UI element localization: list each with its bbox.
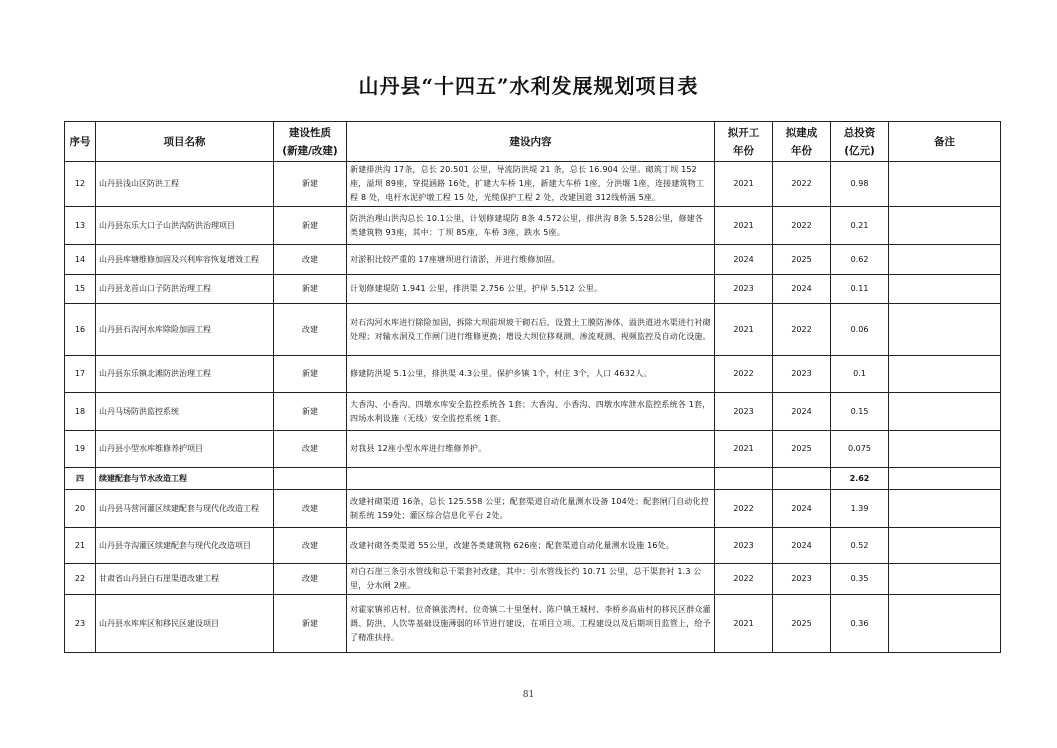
cell-seq: 17 bbox=[65, 356, 96, 393]
cell-name: 山丹县水库库区和移民区建设项目 bbox=[96, 595, 274, 653]
cell-start: 2022 bbox=[715, 356, 773, 393]
cell-content: 防洪治理山洪沟总长 10.1公里，计划修建堤防 8条 4.572公里，排洪沟 8条 5.528公里，修建各类建筑物 93座，其中：丁坝 85座，车桥 3座，跌水 5座。 bbox=[347, 207, 715, 245]
cell-nature: 改建 bbox=[274, 304, 347, 356]
header-seq: 序号 bbox=[65, 122, 96, 162]
cell-nature: 新建 bbox=[274, 356, 347, 393]
table-row bbox=[65, 162, 1001, 207]
cell-name: 山丹县石沟河水库除险加固工程 bbox=[96, 304, 274, 356]
table-row bbox=[65, 304, 1001, 356]
table-row bbox=[65, 528, 1001, 564]
cell-nature: 新建 bbox=[274, 207, 347, 245]
table-row bbox=[65, 431, 1001, 468]
header-start-line2: 年份 bbox=[733, 144, 754, 157]
cell-start: 2021 bbox=[715, 431, 773, 468]
table-row bbox=[65, 490, 1001, 528]
cell-nature: 改建 bbox=[274, 431, 347, 468]
project-table bbox=[64, 121, 1001, 653]
cell-remark bbox=[889, 356, 1001, 393]
cell-nature: 新建 bbox=[274, 275, 347, 304]
cell-content: 新建排洪沟 17条，总长 20.501 公里，导流防洪堤 21 条，总长 16.904 公里。砌筑丁坝 152座，溢坝 89座，穿提涵路 16处，扩建大车桥 1座，新建大车桥 1座，分洪堰 1座，连接建筑物工程 8 处，电杆水泥护墩工程 15 处，光缆保护工程 2 处，改建国道 312线桥涵 5座。 bbox=[347, 162, 715, 207]
section-end bbox=[773, 468, 831, 490]
header-start-line1: 拟开工 bbox=[727, 126, 760, 139]
cell-seq: 15 bbox=[65, 275, 96, 304]
cell-content: 对我县 12座小型水库进行维修养护。 bbox=[347, 431, 715, 468]
cell-name: 山丹县东乐大口子山洪沟防洪治理项目 bbox=[96, 207, 274, 245]
cell-end: 2022 bbox=[773, 162, 831, 207]
header-end-line2: 年份 bbox=[791, 144, 812, 157]
cell-seq: 21 bbox=[65, 528, 96, 564]
cell-name: 山丹县东乐镇北滩防洪治理工程 bbox=[96, 356, 274, 393]
header-remark: 备注 bbox=[889, 122, 1001, 162]
cell-remark bbox=[889, 393, 1001, 431]
cell-invest: 0.62 bbox=[831, 245, 889, 275]
cell-start: 2023 bbox=[715, 528, 773, 564]
cell-end: 2024 bbox=[773, 393, 831, 431]
section-row bbox=[65, 468, 1001, 490]
cell-content: 大香沟、小香沟、四墩水库安全监控系统各 1套；大香沟、小香沟、四墩水库泄水监控系统各 1套，四场水利设施（无线）安全监控系统 1套。 bbox=[347, 393, 715, 431]
cell-remark bbox=[889, 162, 1001, 207]
cell-remark bbox=[889, 304, 1001, 356]
cell-end: 2024 bbox=[773, 528, 831, 564]
cell-start: 2021 bbox=[715, 207, 773, 245]
header-nature-line2: (新建/改建) bbox=[282, 144, 338, 157]
cell-remark bbox=[889, 207, 1001, 245]
cell-end: 2022 bbox=[773, 207, 831, 245]
cell-content: 改建衬砌各类渠道 55公里，改建各类建筑物 626座；配套渠道自动化量测水设施 16处。 bbox=[347, 528, 715, 564]
cell-invest: 0.35 bbox=[831, 564, 889, 595]
cell-name: 山丹县浅山区防洪工程 bbox=[96, 162, 274, 207]
cell-end: 2022 bbox=[773, 304, 831, 356]
cell-seq: 14 bbox=[65, 245, 96, 275]
cell-nature: 改建 bbox=[274, 245, 347, 275]
cell-invest: 0.36 bbox=[831, 595, 889, 653]
cell-nature: 改建 bbox=[274, 564, 347, 595]
header-nature bbox=[274, 122, 347, 162]
section-name: 续建配套与节水改造工程 bbox=[96, 468, 274, 490]
cell-nature: 新建 bbox=[274, 393, 347, 431]
cell-seq: 20 bbox=[65, 490, 96, 528]
cell-start: 2021 bbox=[715, 595, 773, 653]
cell-start: 2022 bbox=[715, 490, 773, 528]
cell-seq: 19 bbox=[65, 431, 96, 468]
page-number: 81 bbox=[522, 690, 535, 700]
cell-invest: 0.21 bbox=[831, 207, 889, 245]
cell-invest: 0.11 bbox=[831, 275, 889, 304]
cell-seq: 12 bbox=[65, 162, 96, 207]
cell-invest: 1.39 bbox=[831, 490, 889, 528]
section-start bbox=[715, 468, 773, 490]
cell-end: 2024 bbox=[773, 275, 831, 304]
cell-content: 对石沟河水库进行除险加固，拆除大坝前坝坡干砌石后，设置土工膜防渗体，溢洪道进水渠进行衬砌处理；对输水洞及工作闸门进行维修更换；增设大坝位移观测、渗流观测、视频监控及自动化设施。 bbox=[347, 304, 715, 356]
cell-name: 山丹县寺沟灌区续建配套与现代化改造项目 bbox=[96, 528, 274, 564]
table-row bbox=[65, 356, 1001, 393]
header-end-line1: 拟建成 bbox=[785, 126, 818, 139]
cell-content: 对霍家镇祁店村、位奇镇张湾村、位奇镇二十里堡村、陈户镇王城村、李桥乡高庙村的移民区群众灌溉、防洪、人饮等基础设施薄弱的环节进行建设，在项目立项、工程建设以及后期项目监管上，给予了精准扶持。 bbox=[347, 595, 715, 653]
cell-end: 2023 bbox=[773, 356, 831, 393]
cell-remark bbox=[889, 528, 1001, 564]
cell-end: 2025 bbox=[773, 245, 831, 275]
cell-seq: 23 bbox=[65, 595, 96, 653]
cell-end: 2024 bbox=[773, 490, 831, 528]
header-end bbox=[773, 122, 831, 162]
cell-name: 山丹马场防洪监控系统 bbox=[96, 393, 274, 431]
cell-invest: 0.06 bbox=[831, 304, 889, 356]
cell-content: 对白石崖三条引水管线和总干渠套衬改建，其中：引水管线长约 10.71 公里，总干渠套衬 1.3 公里，分水闸 2座。 bbox=[347, 564, 715, 595]
cell-invest: 0.075 bbox=[831, 431, 889, 468]
cell-start: 2022 bbox=[715, 564, 773, 595]
cell-invest: 0.15 bbox=[831, 393, 889, 431]
cell-start: 2021 bbox=[715, 162, 773, 207]
cell-nature: 改建 bbox=[274, 528, 347, 564]
cell-start: 2023 bbox=[715, 275, 773, 304]
cell-seq: 16 bbox=[65, 304, 96, 356]
cell-start: 2024 bbox=[715, 245, 773, 275]
header-invest-line2: (亿元) bbox=[844, 144, 875, 157]
cell-invest: 0.1 bbox=[831, 356, 889, 393]
header-invest-line1: 总投资 bbox=[843, 126, 876, 139]
table-row bbox=[65, 245, 1001, 275]
cell-remark bbox=[889, 490, 1001, 528]
table-row bbox=[65, 595, 1001, 653]
cell-name: 山丹县龙首山口子防洪治理工程 bbox=[96, 275, 274, 304]
cell-invest: 0.98 bbox=[831, 162, 889, 207]
table-row bbox=[65, 275, 1001, 304]
section-seq: 四 bbox=[65, 468, 96, 490]
cell-nature: 改建 bbox=[274, 490, 347, 528]
table-row bbox=[65, 564, 1001, 595]
cell-end: 2025 bbox=[773, 431, 831, 468]
table-row bbox=[65, 207, 1001, 245]
section-invest: 2.62 bbox=[831, 468, 889, 490]
cell-name: 甘肃省山丹县白石崖渠道改建工程 bbox=[96, 564, 274, 595]
section-nature bbox=[274, 468, 347, 490]
cell-nature: 新建 bbox=[274, 595, 347, 653]
header-content: 建设内容 bbox=[347, 122, 715, 162]
cell-end: 2023 bbox=[773, 564, 831, 595]
cell-remark bbox=[889, 564, 1001, 595]
cell-content: 对淤积比较严重的 17座塘坝进行清淤，并进行维修加固。 bbox=[347, 245, 715, 275]
cell-remark bbox=[889, 595, 1001, 653]
table-row bbox=[65, 393, 1001, 431]
cell-start: 2023 bbox=[715, 393, 773, 431]
cell-nature: 新建 bbox=[274, 162, 347, 207]
header-name: 项目名称 bbox=[96, 122, 274, 162]
header-start bbox=[715, 122, 773, 162]
cell-content: 修建防洪堤 5.1公里，排洪渠 4.3公里。保护乡镇 1个，村庄 3个，人口 4632人。 bbox=[347, 356, 715, 393]
cell-end: 2025 bbox=[773, 595, 831, 653]
cell-invest: 0.52 bbox=[831, 528, 889, 564]
cell-content: 改建衬砌渠道 16条，总长 125.558 公里；配套渠道自动化量测水设备 104处；配套闸门自动化控制系统 159处；灌区综合信息化平台 2处。 bbox=[347, 490, 715, 528]
header-invest bbox=[831, 122, 889, 162]
section-remark bbox=[889, 468, 1001, 490]
table-header-row bbox=[65, 122, 1001, 162]
page-title: 山丹县“十四五”水利发展规划项目表 bbox=[358, 74, 699, 98]
section-content bbox=[347, 468, 715, 490]
cell-seq: 13 bbox=[65, 207, 96, 245]
cell-remark bbox=[889, 275, 1001, 304]
cell-seq: 22 bbox=[65, 564, 96, 595]
header-nature-line1: 建设性质 bbox=[289, 126, 331, 139]
cell-seq: 18 bbox=[65, 393, 96, 431]
cell-name: 山丹县马营河灌区续建配套与现代化改造工程 bbox=[96, 490, 274, 528]
cell-start: 2021 bbox=[715, 304, 773, 356]
cell-name: 山丹县小型水库维修养护项目 bbox=[96, 431, 274, 468]
cell-content: 计划修建堤防 1.941 公里，排洪渠 2.756 公里，护岸 5.512 公里。 bbox=[347, 275, 715, 304]
cell-name: 山丹县库塘维修加固及兴利库容恢复增效工程 bbox=[96, 245, 274, 275]
cell-remark bbox=[889, 431, 1001, 468]
cell-remark bbox=[889, 245, 1001, 275]
